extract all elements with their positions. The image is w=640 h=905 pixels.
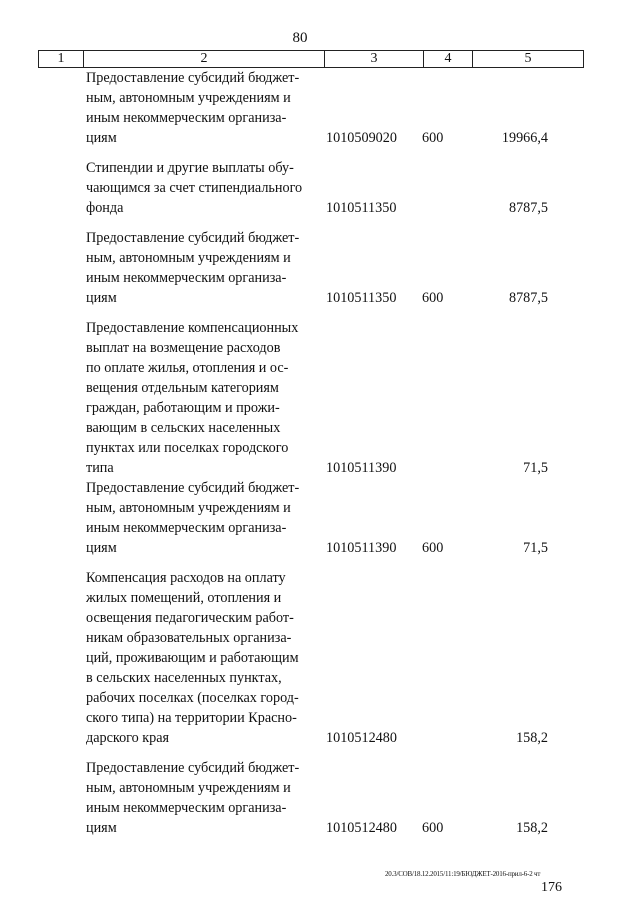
column-header-2: 2 (84, 51, 325, 68)
description-line: Стипендии и другие выплаты обу- (86, 160, 294, 176)
description-line: циям (86, 540, 117, 556)
description-line: Предоставление компенсационных (86, 320, 299, 336)
column-header-table (38, 50, 584, 68)
description-line: типа (86, 460, 114, 476)
row-description (86, 478, 318, 558)
row-amount: 8787,5 (508, 290, 548, 306)
row-expense-type: 600 (422, 820, 444, 836)
row-amount: 71,5 (523, 460, 548, 476)
row-description (86, 228, 318, 308)
description-line: освещения педагогическим работ- (86, 610, 294, 626)
row-code: 1010512480 (326, 820, 397, 836)
description-line: Предоставление субсидий бюджет- (86, 480, 300, 496)
description-line: циям (86, 290, 117, 306)
row-amount: 71,5 (523, 540, 548, 556)
description-line: никам образовательных организа- (86, 630, 292, 646)
description-line: выплат на возмещение расходов (86, 340, 281, 356)
description-line: ным, автономным учреждениям и (86, 90, 291, 106)
row-code: 1010511390 (326, 540, 397, 556)
description-line: рабочих поселках (поселках город- (86, 690, 299, 706)
description-line: в сельских населенных пунктах, (86, 670, 282, 686)
row-amount: 158,2 (516, 820, 548, 836)
description-line: Предоставление субсидий бюджет- (86, 760, 300, 776)
row-description (86, 568, 318, 748)
row-code: 1010511390 (326, 460, 397, 476)
description-line: Предоставление субсидий бюджет- (86, 70, 300, 86)
column-header-4: 4 (424, 51, 473, 68)
description-line: Предоставление субсидий бюджет- (86, 230, 300, 246)
description-line: ным, автономным учреждениям и (86, 500, 291, 516)
sheet-number: 176 (541, 880, 562, 895)
column-header-3: 3 (325, 51, 424, 68)
row-amount: 19966,4 (501, 130, 548, 146)
description-line: иным некоммерческим организа- (86, 270, 287, 286)
row-code: 1010512480 (326, 730, 397, 746)
description-line: пунктах или поселках городского (86, 440, 289, 456)
column-header-1: 1 (39, 51, 84, 68)
row-description (86, 318, 318, 478)
description-line: ным, автономным учреждениям и (86, 250, 291, 266)
row-amount: 158,2 (516, 730, 548, 746)
row-code: 1010509020 (326, 130, 397, 146)
row-expense-type: 600 (422, 130, 444, 146)
description-line: граждан, работающим и прожи- (86, 400, 280, 416)
document-reference: 20.3/СОВ/18.12.2015/11:19/БЮДЖЕТ-2016-прил-6-2 чт (385, 870, 541, 878)
description-line: вещения отдельным категориям (86, 380, 279, 396)
description-line: жилых помещений, отопления и (86, 590, 282, 606)
description-line: вающим в сельских населенных (86, 420, 281, 436)
description-line: ского типа) на территории Красно- (86, 710, 297, 726)
description-line: ций, проживающим и работающим (86, 650, 299, 666)
page-number: 80 (292, 30, 308, 46)
row-code: 1010511350 (326, 200, 397, 216)
row-description (86, 68, 318, 148)
description-line: дарского края (86, 730, 170, 746)
description-line: циям (86, 820, 117, 836)
description-line: иным некоммерческим организа- (86, 800, 287, 816)
description-line: Компенсация расходов на оплату (86, 570, 286, 586)
description-line: по оплате жилья, отопления и ос- (86, 360, 289, 376)
row-amount: 8787,5 (508, 200, 548, 216)
description-line: иным некоммерческим организа- (86, 520, 287, 536)
row-description (86, 758, 318, 838)
description-line: ным, автономным учреждениям и (86, 780, 291, 796)
row-code: 1010511350 (326, 290, 397, 306)
description-line: циям (86, 130, 117, 146)
description-line: иным некоммерческим организа- (86, 110, 287, 126)
row-expense-type: 600 (422, 540, 444, 556)
column-header-5: 5 (473, 51, 584, 68)
row-expense-type: 600 (422, 290, 444, 306)
description-line: чающимся за счет стипендиального (86, 180, 303, 196)
row-description (86, 158, 318, 218)
description-line: фонда (86, 200, 124, 216)
